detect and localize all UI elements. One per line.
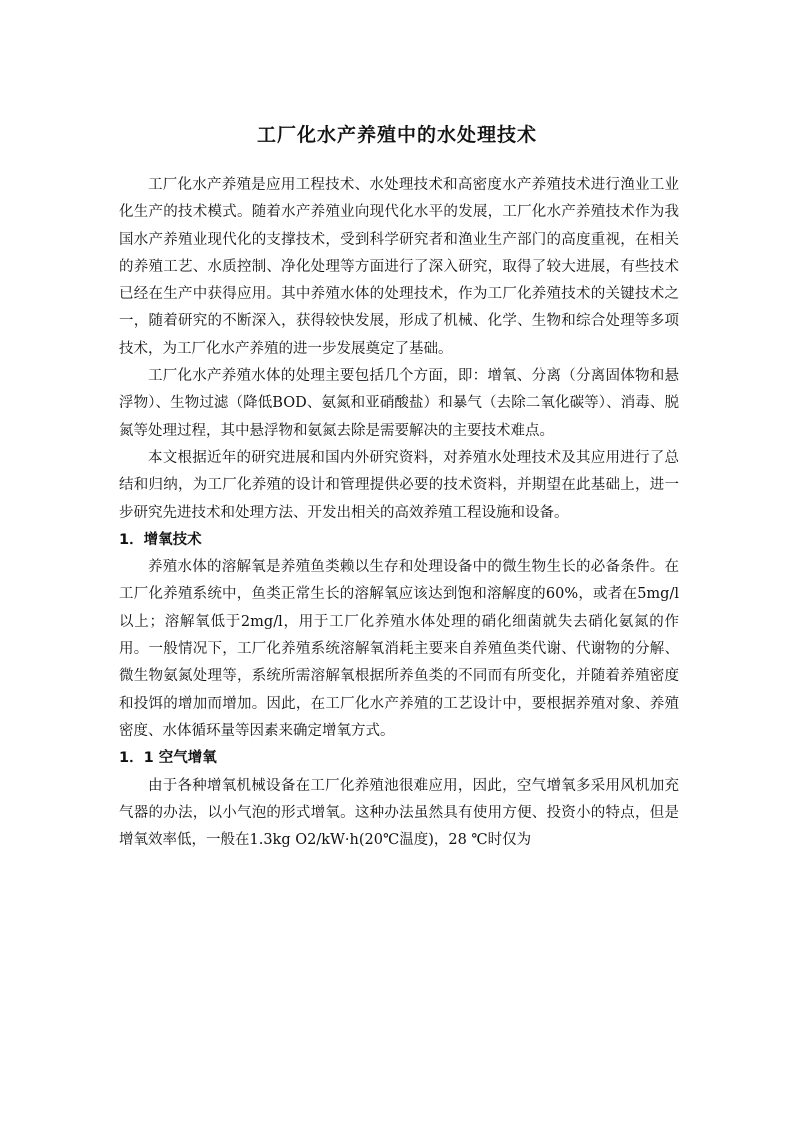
subsection-heading-air-oxygenation: 1．1 空气增氧 [119,750,217,767]
paragraph-air-oxygenation: 由于各种增氧机械设备在工厂化养殖池很难应用，因此，空气增氧多采用风机加充气器的办法，以小气泡的形式增氧。这种办法虽然具有使用方便、投资小的特点，但是增氧效率低，一般在1.3kg O2/kW·h(20℃温度)，28 ℃时仅为 [119,777,679,849]
document-body [119,172,679,854]
paragraph-scope: 工厂化水产养殖水体的处理主要包括几个方面，即：增氧、分离（分离固体物和悬浮物）、生物过滤（降低BOD、氨氮和亚硝酸盐）和暴气（去除二氧化碳等）、消毒、脱氮等处理过程，其中悬浮物和氨氮去除是需要解决的主要技术难点。 [119,368,679,439]
document-title: 工厂化水产养殖中的水处理技术 [256,124,537,146]
paragraph-intro: 工厂化水产养殖是应用工程技术、水处理技术和高密度水产养殖技术进行渔业工业化生产的技术模式。随着水产养殖业向现代化水平的发展，工厂化水产养殖技术作为我国水产养殖业现代化的支撑技术，受到科学研究者和渔业生产部门的高度重视，在相关的养殖工艺、水质控制、净化处理等方面进行了深入研究，取得了较大进展，有些技术已经在生产中获得应用。其中养殖水体的处理技术，作为工厂化养殖技术的关键技术之一，随着研究的不断深入，获得较快发展，形成了机械、化学、生物和综合处理等多项技术，为工厂化水产养殖的进一步发展奠定了基础。 [119,177,679,357]
section-heading-oxygenation: 1．增氧技术 [119,531,202,548]
paragraph-purpose: 本文根据近年的研究进展和国内外研究资料，对养殖水处理技术及其应用进行了总结和归纳，为工厂化养殖的设计和管理提供必要的技术资料，并期望在此基础上，进一步研究先进技术和处理方法、开发出相关的高效养殖工程设施和设备。 [119,449,679,521]
paragraph-dissolved-oxygen: 养殖水体的溶解氧是养殖鱼类赖以生存和处理设备中的微生物生长的必备条件。在工厂化养殖系统中，鱼类正常生长的溶解氧应该达到饱和溶解度的60%，或者在5mg/l以上；溶解氧低于2mg/l，用于工厂化养殖水体处理的硝化细菌就失去硝化氨氮的作用。一般情况下，工厂化养殖系统溶解氧消耗主要来自养殖鱼类代谢、代谢物的分解、微生物氨氮处理等，系统所需溶解氧根据所养鱼类的不同而有所变化，并随着养殖密度和投饵的增加而增加。因此，在工厂化水产养殖的工艺设计中，要根据养殖对象、养殖密度、水体循环量等因素来确定增氧方式。 [119,559,679,739]
